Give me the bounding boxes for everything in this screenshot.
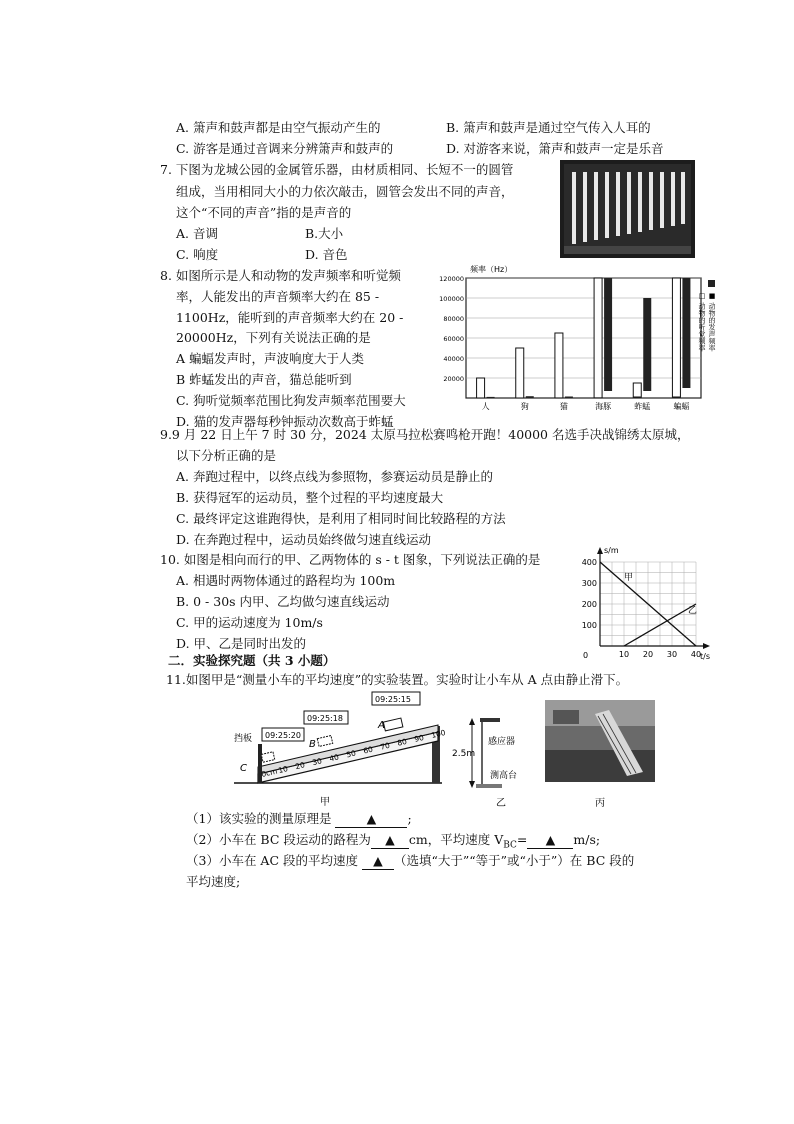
q8-stem-line1: 8. 如图所示是人和动物的发声频率和听觉频 <box>160 268 401 283</box>
scale-mark: 100 <box>430 727 447 740</box>
bar-category-label: 猫 <box>559 402 568 411</box>
blank-marker: ▲ <box>545 832 556 847</box>
q6-option-c: C. 游客是通过音调来分辨箫声和鼓声的 <box>176 141 394 156</box>
st-ytick-label: 400 <box>581 558 597 567</box>
q7-stem-line3: 这个“不同的声音”指的是声音的 <box>176 205 352 220</box>
st-ylabel: s/m <box>604 546 619 555</box>
q11-part2-sub: BC <box>503 840 517 851</box>
q11-part3-text: （3）小车在 AC 段的平均速度 <box>186 853 362 868</box>
st-xtick-label: 30 <box>666 650 678 659</box>
q9-option-b: B. 获得冠军的运动员，整个过程的平均速度最大 <box>176 490 444 505</box>
slide-photo <box>545 700 655 812</box>
q11-stem: 11.如图甲是“测量小车的平均速度”的实验装置。实验时让小车从 A 点由静止滑下。 <box>166 672 629 687</box>
bar-ytick-label: 40000 <box>443 355 464 363</box>
point-b-label: B <box>309 739 316 750</box>
caption-bing: 丙 <box>595 798 605 809</box>
q8-stem-line2: 率，人能发出的声音频率大约在 85 - <box>176 289 380 304</box>
bar-chart-legend <box>698 280 717 352</box>
sensor-label: 感应器 <box>488 737 516 747</box>
scale-mark: 70 <box>379 740 391 752</box>
q10-option-b: B. 0 - 30s 内甲、乙均做匀速直线运动 <box>176 594 390 609</box>
timer-b-text: 09:25:18 <box>307 714 343 723</box>
q11-part1-end: ; <box>407 811 412 826</box>
bar-sound-3 <box>604 278 612 391</box>
q8-option-d: D. 猫的发声器每秒钟振动次数高于蚱蜢 <box>176 414 394 429</box>
blank-marker: ▲ <box>385 832 395 847</box>
bar-ytick-label: 80000 <box>443 315 464 323</box>
blank-marker: ▲ <box>366 811 377 826</box>
q10-option-c: C. 甲的运动速度为 10m/s <box>176 615 323 630</box>
baffle-label: 挡板 <box>234 734 253 744</box>
q9-option-c: C. 最终评定这谁跑得快，是利用了相同时间比较路程的方法 <box>176 511 506 526</box>
st-origin: 0 <box>583 651 589 660</box>
metal-pipes-photo <box>560 160 695 258</box>
height-arrow-up <box>469 718 475 725</box>
q11-part1-text: （1）该实验的测量原理是 <box>186 811 336 826</box>
q7-option-d: D. 音色 <box>305 247 348 262</box>
q7-option-b: B.大小 <box>305 226 344 241</box>
q8-option-c: C. 狗听觉频率范围比狗发声频率范围要大 <box>176 393 406 408</box>
bar-sound-0 <box>487 397 495 399</box>
scale-mark: 20 <box>294 760 306 772</box>
st-label-jia: 甲 <box>624 573 634 583</box>
scale-mark: 40 <box>328 752 340 764</box>
caption-jia: 甲 <box>320 797 330 808</box>
q11-part2-text2: cm，平均速度 V <box>408 832 504 847</box>
q7-stem-line1: 7. 下图为龙城公园的金属管乐器，由材质相同、长短不一的圆管 <box>160 162 514 177</box>
q11-part3 <box>186 853 634 870</box>
q8-stem-line3: 1100Hz，能听到的声音频率大约在 20 - <box>176 310 404 325</box>
q11-part2-text: （2）小车在 BC 段运动的路程为 <box>186 832 371 847</box>
legend-sound: ■ 动物的发声频率 <box>708 292 716 352</box>
bar-sound-4 <box>643 298 651 391</box>
st-label-yi: 乙 <box>688 606 698 616</box>
scale-mark: 0cm <box>260 766 279 779</box>
point-a-label: A <box>378 720 385 731</box>
st-xlabel: t/s <box>700 652 710 661</box>
bar-hearing-3 <box>594 278 602 398</box>
bar-ytick-label: 100000 <box>439 295 464 303</box>
platform-label: 测高台 <box>490 771 518 781</box>
s-t-graph <box>576 545 718 663</box>
legend-swatch-sound <box>708 280 715 287</box>
q11-part2 <box>186 832 600 854</box>
q9-option-a: A. 奔跑过程中，以终点线为参照物，参赛运动员是静止的 <box>176 469 493 484</box>
st-ytick-label: 300 <box>581 579 597 588</box>
bar-hearing-2 <box>555 333 563 398</box>
q10-option-d: D. 甲、乙是同时出发的 <box>176 636 307 651</box>
frequency-bar-chart <box>440 262 722 414</box>
bar-category-label: 狗 <box>520 402 529 411</box>
legend-hearing: □ 动物的听觉频率 <box>698 292 706 352</box>
q9-stem-line2: 以下分析正确的是 <box>176 448 277 463</box>
q11-part2-blank1[interactable] <box>371 832 409 849</box>
scale-mark: 60 <box>362 744 374 756</box>
bar-category-label: 蝙蝠 <box>673 402 690 411</box>
height-sensor-figure <box>452 712 534 810</box>
bar-hearing-1 <box>516 348 524 398</box>
st-ytick-label: 100 <box>581 621 597 630</box>
scale-mark: 10 <box>277 764 289 776</box>
q10-option-a: A. 相遇时两物体通过的路程均为 100m <box>176 573 396 588</box>
timer-c-text: 09:25:20 <box>265 731 301 740</box>
point-c-label: C <box>240 763 247 774</box>
st-ytick-label: 200 <box>581 600 597 609</box>
cart-at-a <box>383 718 403 731</box>
timer-a-text: 09:25:15 <box>375 695 411 704</box>
q11-part2-blank2[interactable] <box>527 832 573 849</box>
q8-option-b: B 蚱蜢发出的声音，猫总能听到 <box>176 372 352 387</box>
cart-at-b <box>317 736 332 747</box>
bar-hearing-4 <box>633 383 641 397</box>
platform <box>476 784 502 788</box>
st-xtick-label: 10 <box>618 650 630 659</box>
q9-option-d: D. 在奔跑过程中，运动员始终做匀速直线运动 <box>176 532 432 547</box>
bar-category-label: 人 <box>481 402 490 411</box>
q11-part3-cont: 平均速度; <box>186 874 241 889</box>
bar-sound-2 <box>565 397 573 399</box>
q9-stem-line1: 9.9 月 22 日上午 7 时 30 分，2024 太原马拉松赛鸣枪开跑！40000 名选手决战锦绣太原城， <box>160 427 690 442</box>
q11-part2-eq: = <box>516 832 528 847</box>
bar-category-label: 蚱蜢 <box>634 402 651 411</box>
bar-hearing-5 <box>672 278 680 397</box>
q11-part3-blank[interactable] <box>362 853 394 870</box>
q11-part2-unit: m/s; <box>573 832 601 847</box>
q8-option-a: A 蝙蝠发声时，声波响度大于人类 <box>176 351 365 366</box>
q6-option-a: A. 箫声和鼓声都是由空气振动产生的 <box>176 120 381 135</box>
bar-ytick-label: 20000 <box>443 375 464 383</box>
height-label: 2.5m <box>452 749 476 759</box>
q8-stem-line4: 20000Hz，下列有关说法正确的是 <box>176 330 371 345</box>
cart-at-c <box>261 752 274 762</box>
scale-mark: 90 <box>413 732 425 744</box>
bar-category-label: 海豚 <box>595 402 612 411</box>
bar-sound-5 <box>682 278 690 388</box>
scale-mark: 50 <box>345 748 357 760</box>
bar-chart-ylabel: 频率（Hz） <box>470 265 513 274</box>
q11-part1 <box>186 811 412 828</box>
q6-option-d: D. 对游客来说，箫声和鼓声一定是乐音 <box>446 141 664 156</box>
sensor-head <box>480 718 500 722</box>
bar-sound-1 <box>526 396 534 398</box>
bar-ytick-label: 120000 <box>439 275 464 283</box>
scale-mark: 80 <box>396 736 408 748</box>
bar-hearing-0 <box>477 378 485 398</box>
incline-apparatus-figure <box>232 688 447 808</box>
st-xtick-label: 20 <box>642 650 654 659</box>
q7-stem-line2: 组成，当用相同大小的力依次敲击，圆管会发出不同的声音， <box>176 184 514 199</box>
q6-option-b: B. 箫声和鼓声是通过空气传入人耳的 <box>446 120 651 135</box>
caption-yi: 乙 <box>496 798 506 809</box>
blank-marker: ▲ <box>373 853 383 868</box>
st-xtick-label: 40 <box>690 650 702 659</box>
q7-option-a: A. 音调 <box>176 226 218 241</box>
bar-ytick-label: 60000 <box>443 335 464 343</box>
st-y-arrow <box>597 547 603 554</box>
height-arrow-down <box>469 781 475 788</box>
q7-option-c: C. 响度 <box>176 247 219 262</box>
scale-mark: 30 <box>311 756 323 768</box>
st-x-arrow <box>703 643 710 649</box>
q11-part3-text2: （选填“大于”“等于”或“小于”）在 BC 段的 <box>393 853 635 868</box>
section-heading: 二．实验探究题（共 3 小题） <box>168 653 336 668</box>
q11-part1-blank[interactable] <box>335 811 407 828</box>
q10-stem: 10. 如图是相向而行的甲、乙两物体的 s - t 图象，下列说法正确的是 <box>160 552 541 567</box>
